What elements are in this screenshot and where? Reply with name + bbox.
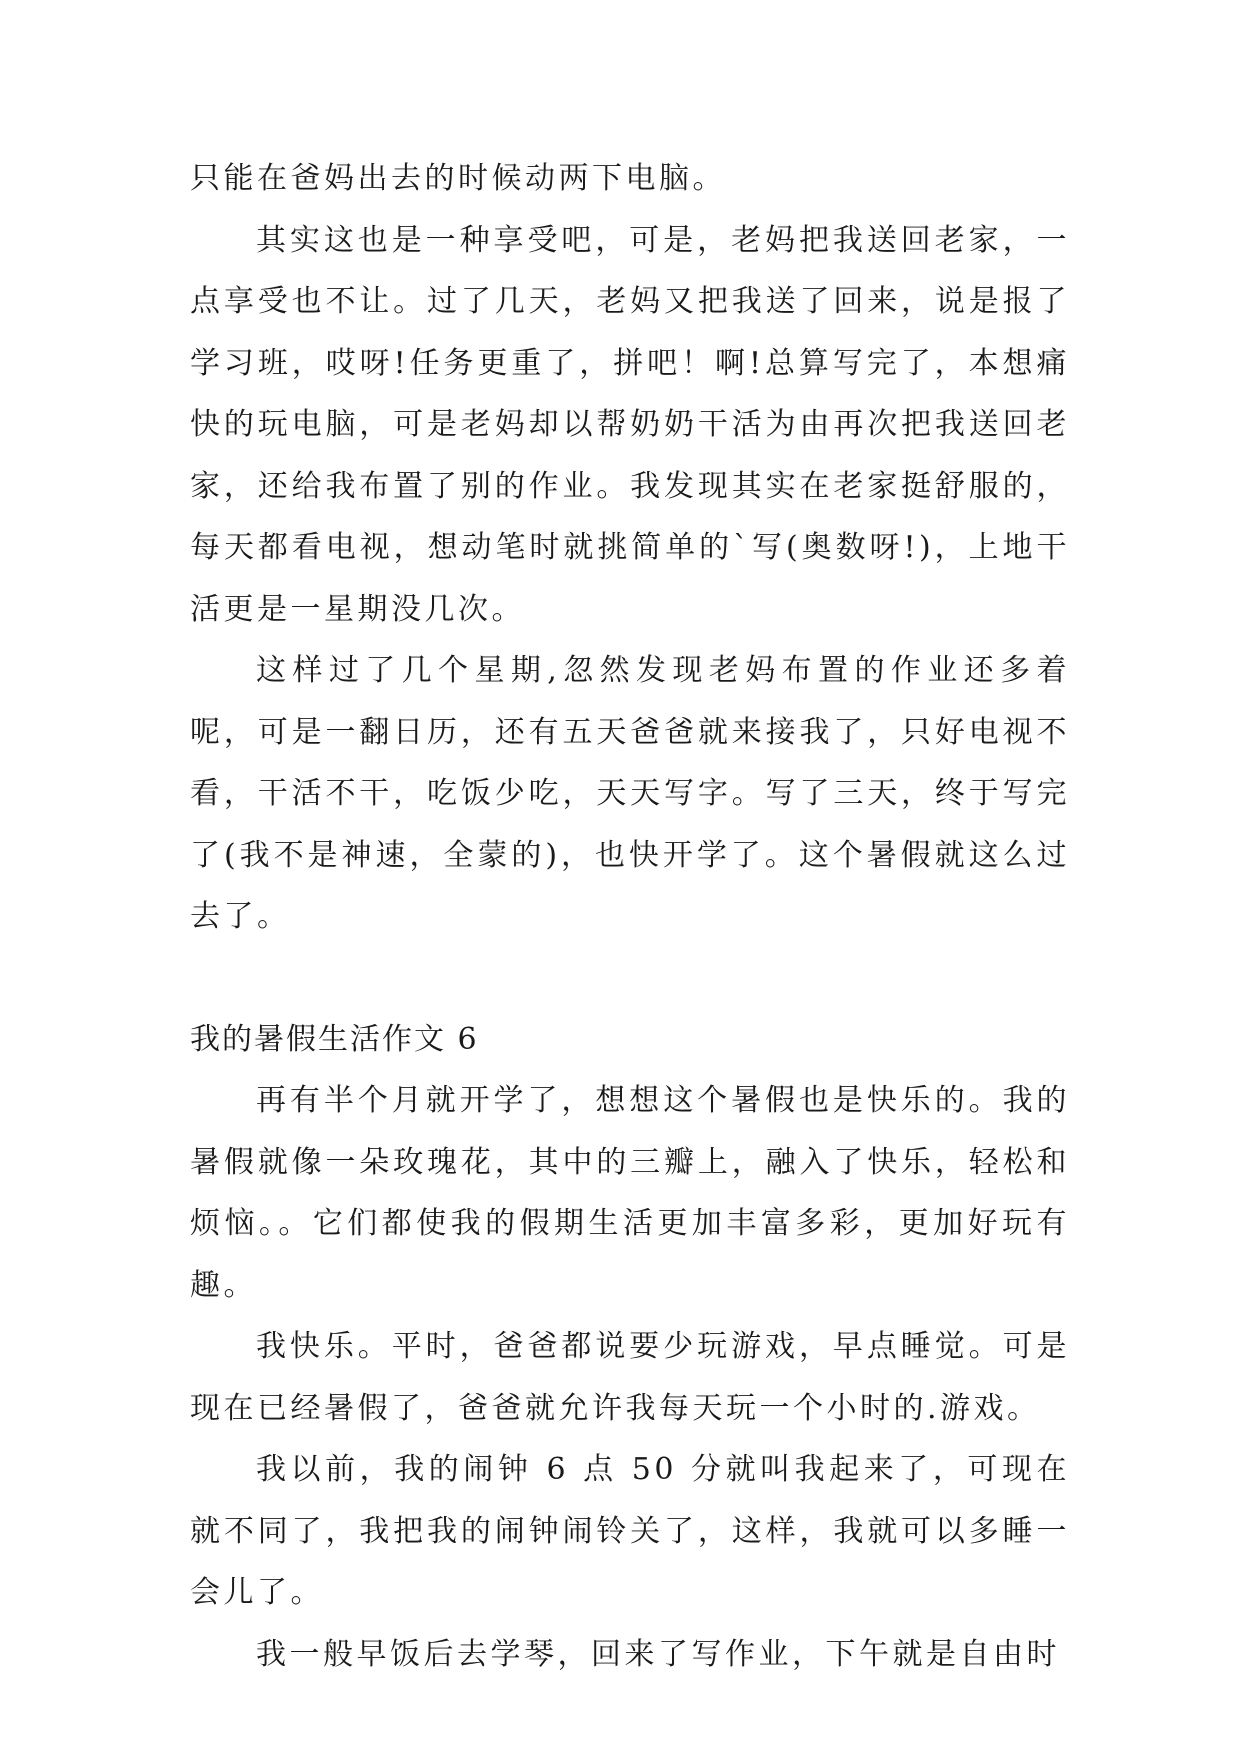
paragraph: 我一般早饭后去学琴，回来了写作业，下午就是自由时 xyxy=(256,1636,1060,1672)
paragraph: 我快乐。平时，爸爸都说要少玩游戏，早点睡觉。可是现在已经暑假了，爸爸就允许我每天玩一个小时的.游戏。 xyxy=(190,1329,1070,1426)
paragraph: 我以前，我的闹钟 6 点 50 分就叫我起来了，可现在就不同了，我把我的闹钟闹铃关了，这样，我就可以多睡一会儿了。 xyxy=(190,1452,1070,1610)
essay-body xyxy=(190,148,1070,1685)
paragraph-continued: 只能在爸妈出去的时候动两下电脑。 xyxy=(190,161,726,196)
paragraph: 这样过了几个星期,忽然发现老妈布置的作业还多着呢，可是一翻日历，还有五天爸爸就来接我了，只好电视不看，干活不干，吃饭少吃，天天写字。写了三天，终于写完了(我不是神速，全蒙的)，也快开学了。这个暑假就这么过去了。 xyxy=(190,653,1070,934)
paragraph: 再有半个月就开学了，想想这个暑假也是快乐的。我的暑假就像一朵玫瑰花，其中的三瓣上，融入了快乐，轻松和烦恼。。它们都使我的假期生活更加丰富多彩，更加好玩有趣。 xyxy=(190,1083,1070,1303)
paragraph: 其实这也是一种享受吧，可是，老妈把我送回老家，一点享受也不让。过了几天，老妈又把我送了回来，说是报了学习班，哎呀!任务更重了，拼吧！啊!总算写完了，本想痛快的玩电脑，可是老妈却以帮奶奶干活为由再次把我送回老家，还给我布置了别的作业。我发现其实在老家挺舒服的，每天都看电视，想动笔时就挑简单的`写(奥数呀!)，上地干活更是一星期没几次。 xyxy=(190,222,1070,627)
section-title: 我的暑假生活作文 6 xyxy=(190,1021,479,1057)
